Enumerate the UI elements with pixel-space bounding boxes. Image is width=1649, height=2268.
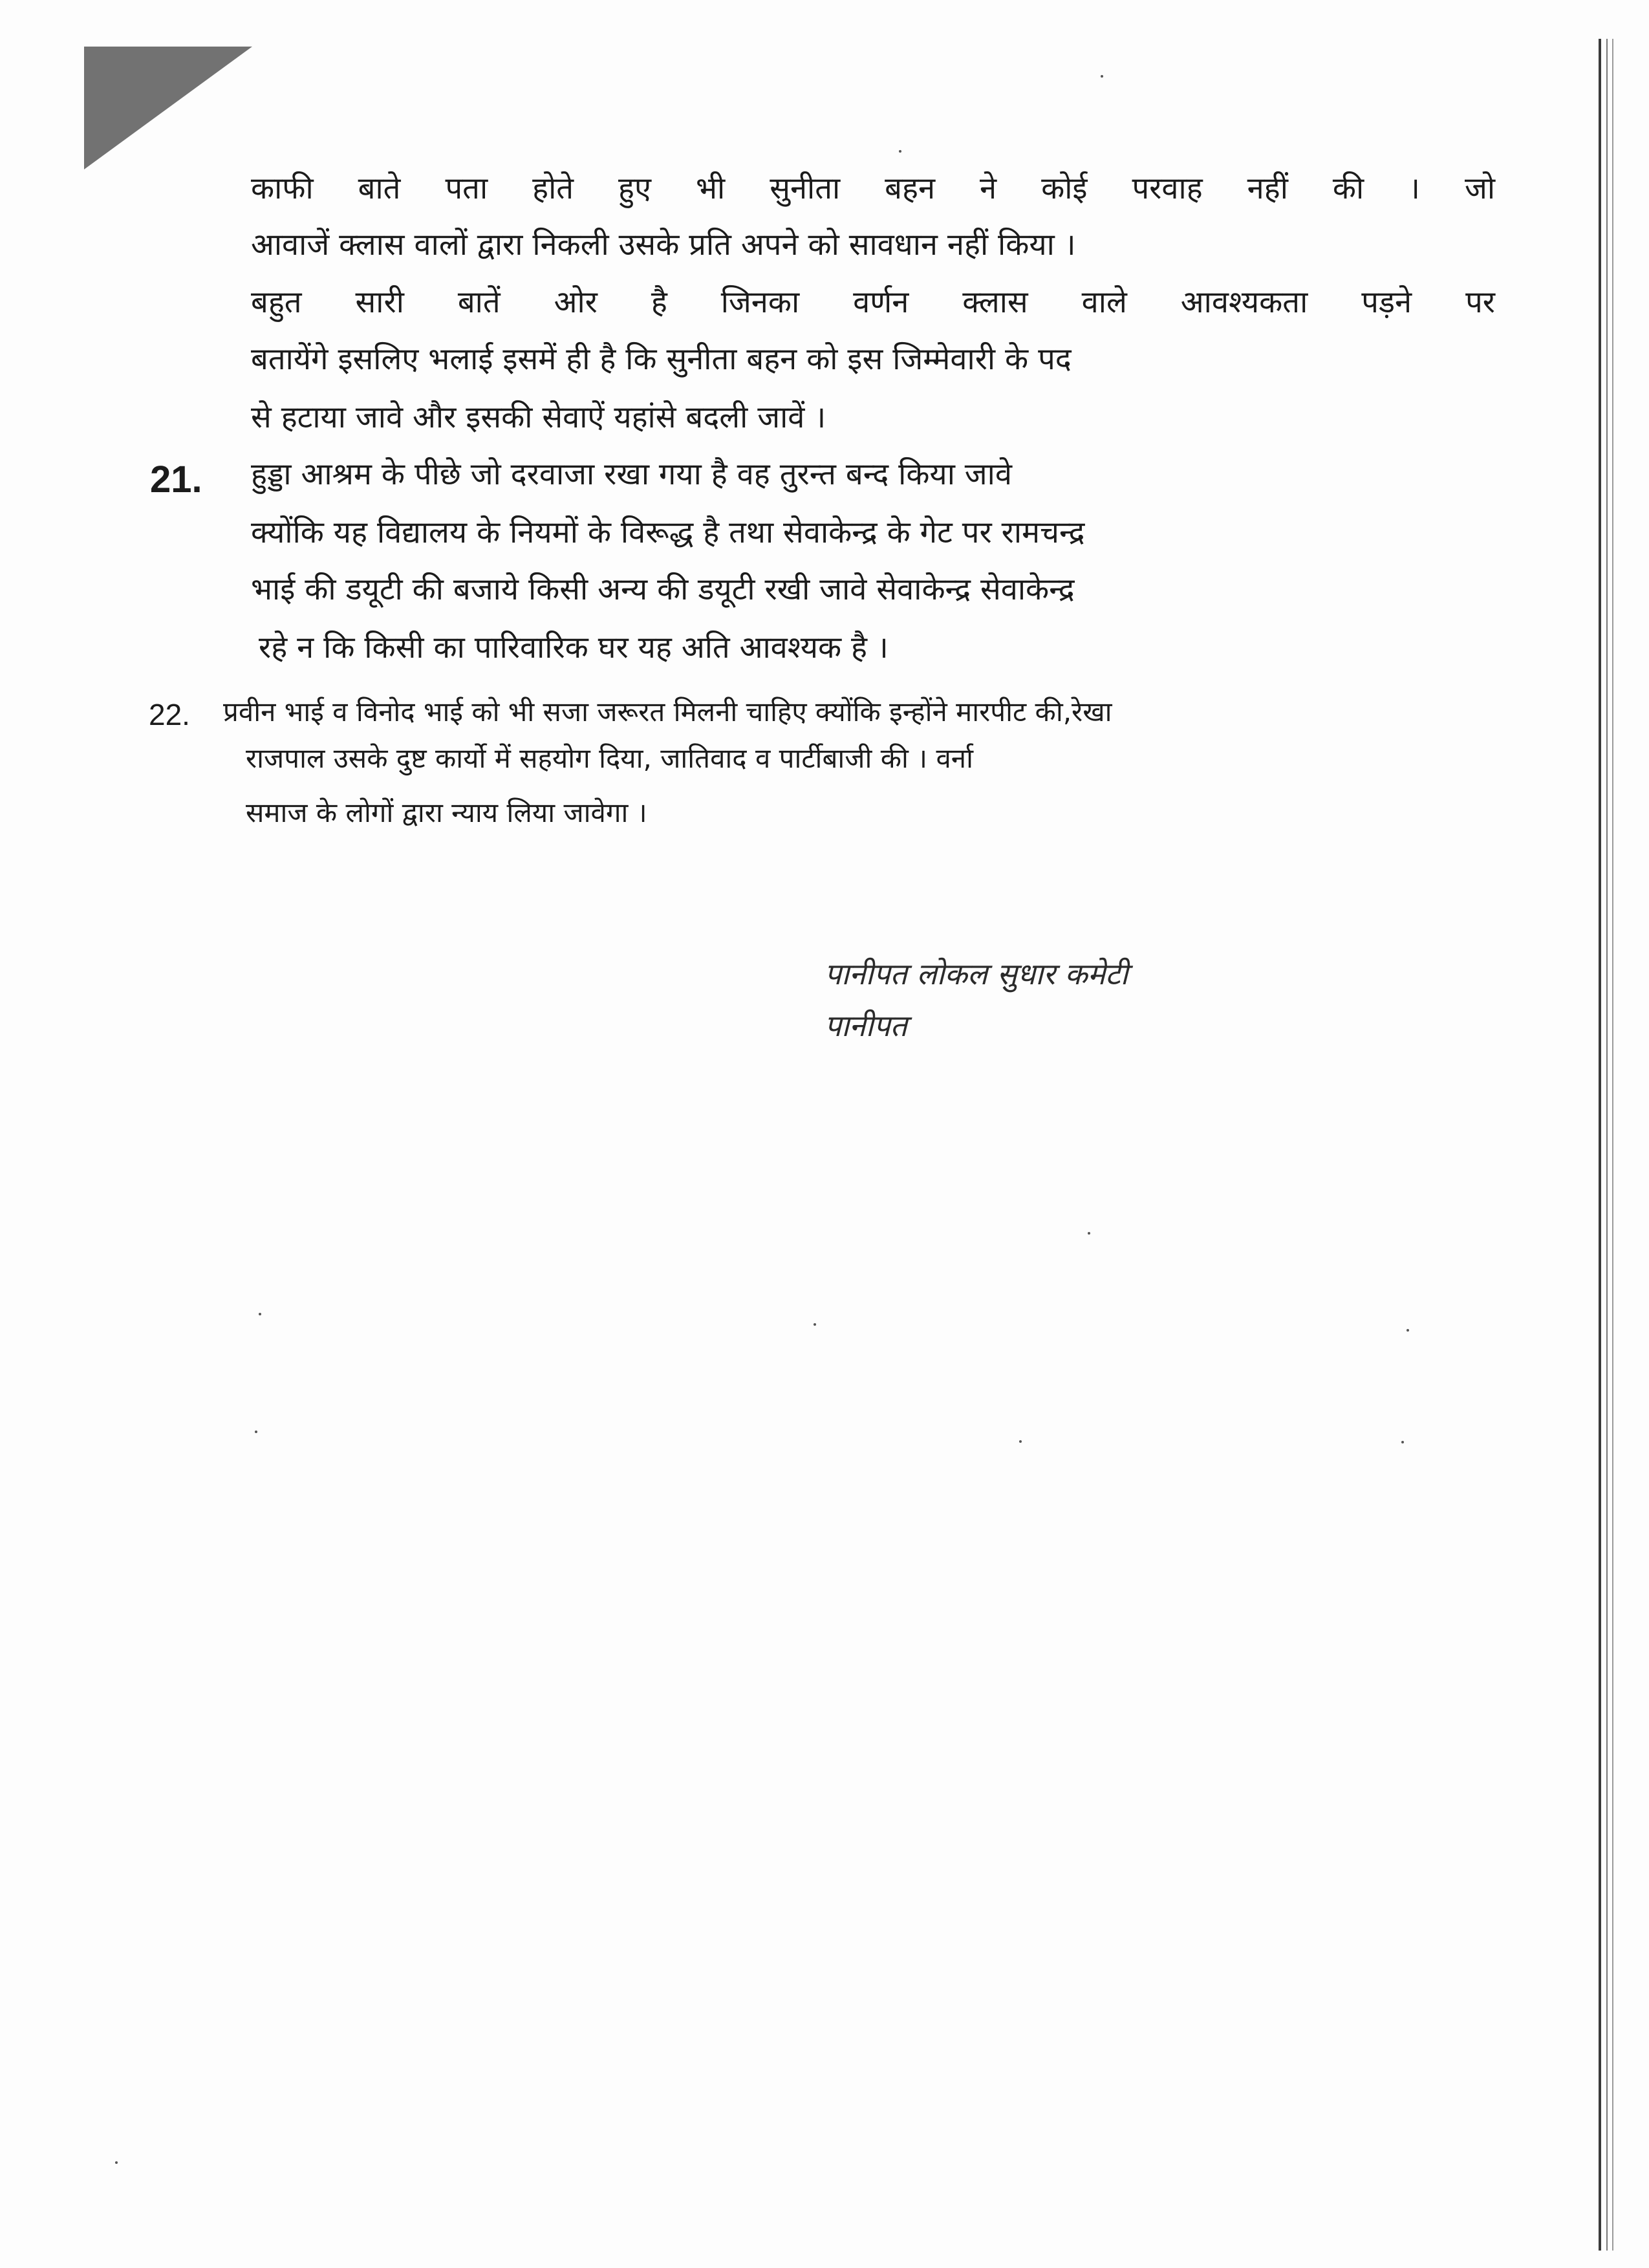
text-line: रहे न कि किसी का पारिवारिक घर यह अति आवश्यक है । (259, 630, 889, 665)
text-line: काफी बाते पता होते हुए भी सुनीता बहन ने कोई परवाह नहीं की । जो (251, 171, 1495, 206)
scan-speck (899, 150, 901, 153)
signature-committee: पानीपत लोकल सुधार कमेटी (824, 956, 1128, 991)
scan-edge-line (1606, 39, 1608, 2251)
scan-speck (259, 1313, 261, 1315)
scan-speck (115, 2161, 118, 2164)
text-line: बहुत सारी बातें ओर है जिनका वर्णन क्लास वाले आवश्यकता पड़ने पर (251, 285, 1495, 320)
scan-edge-line (1599, 39, 1601, 2251)
scan-speck (1406, 1329, 1409, 1332)
scan-edge-line (1612, 39, 1613, 2251)
scan-speck (1088, 1232, 1090, 1235)
item-number: 21. (150, 459, 202, 501)
scan-speck (1401, 1441, 1404, 1443)
text-line: बतायेंगे इसलिए भलाई इसमें ही है कि सुनीता बहन को इस जिम्मेवारी के पद (251, 341, 1072, 377)
text-line: प्रवीन भाई व विनोद भाई को भी सजा जरूरत मिलनी चाहिए क्योंकि इन्होंने मारपीट की,रेखा (223, 696, 1112, 728)
scan-speck (1101, 75, 1103, 78)
text-line: आवाजें क्लास वालों द्वारा निकली उसके प्रति अपने को सावधान नहीं किया । (251, 227, 1076, 263)
text-line: हुड्डा आश्रम के पीछे जो दरवाजा रखा गया है वह तुरन्त बन्द किया जावे (251, 457, 1012, 492)
signature-place: पानीपत (824, 1008, 907, 1043)
scan-corner-shadow (84, 47, 252, 169)
scan-speck (255, 1431, 257, 1433)
text-line: समाज के लोगों द्वारा न्याय लिया जावेगा । (246, 797, 647, 828)
item-number: 22. (149, 698, 190, 731)
scan-speck (814, 1323, 816, 1326)
text-line: राजपाल उसके दुष्ट कार्यो में सहयोग दिया, जातिवाद व पार्टीबाजी की । वर्ना (246, 742, 973, 774)
text-line: क्योंकि यह विद्यालय के नियमों के विरूद्ध है तथा सेवाकेन्द्र के गेट पर रामचन्द्र (251, 515, 1085, 550)
scan-speck (1019, 1440, 1022, 1443)
text-line: भाई की डयूटी की बजाये किसी अन्य की डयूटी रखी जावे सेवाकेन्द्र सेवाकेन्द्र (251, 572, 1075, 607)
text-line: से हटाया जावे और इसकी सेवाऐं यहांसे बदली जावें । (251, 400, 826, 435)
